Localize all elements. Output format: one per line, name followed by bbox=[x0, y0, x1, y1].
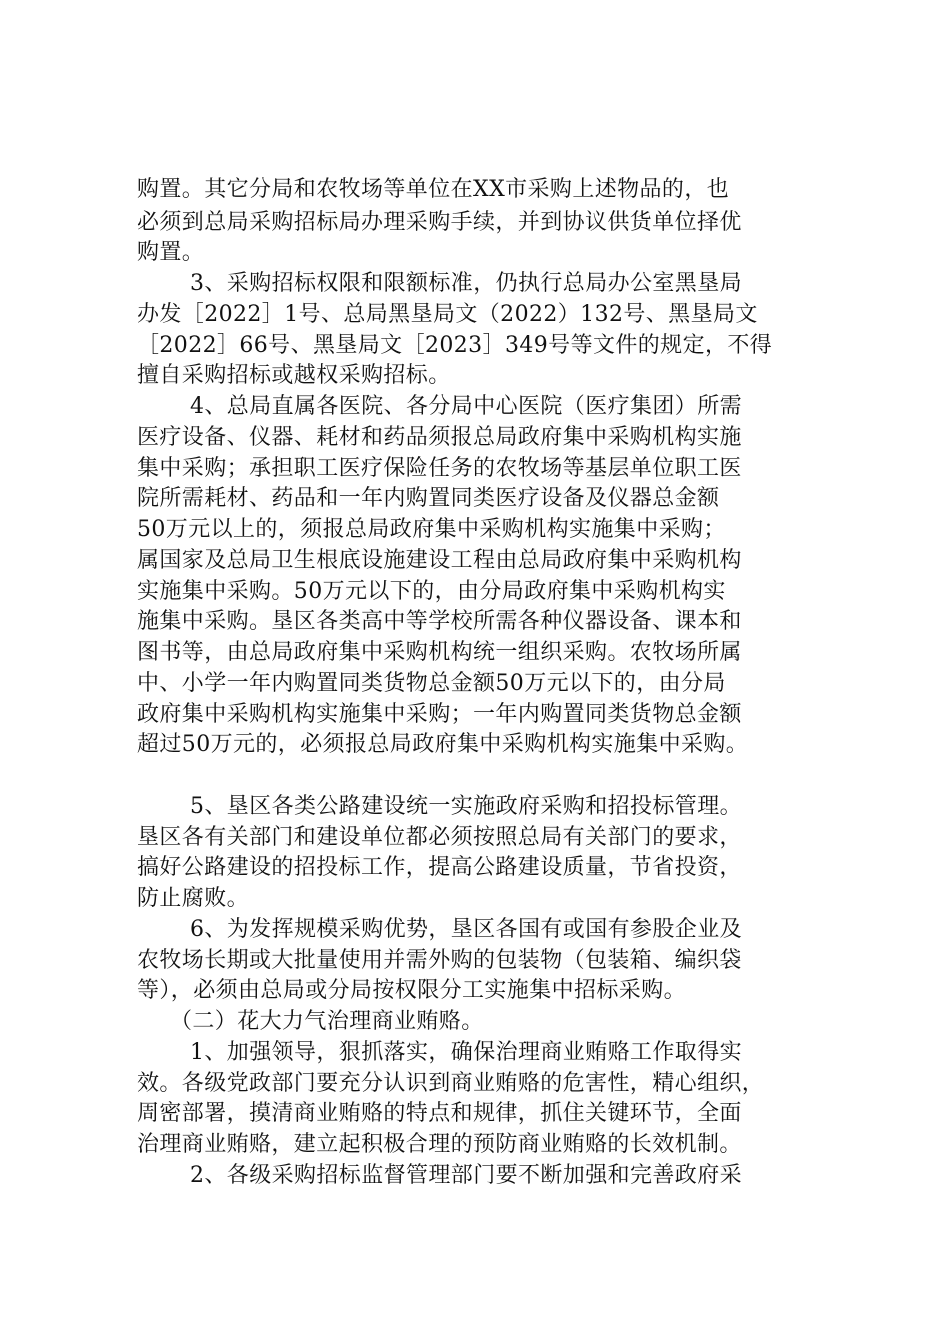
text-line: 3、采购招标权限和限额标准，仍执行总局办公室黑垦局 bbox=[190, 271, 742, 296]
text-line: 属国家及总局卫生根底设施建设工程由总局政府集中采购机构 bbox=[137, 548, 742, 573]
text-line: 周密部署，摸清商业贿赂的特点和规律，抓住关键环节，全面 bbox=[137, 1101, 742, 1126]
text-line: 集中采购；承担职工医疗保险任务的农牧场等基层单位职工医 bbox=[137, 456, 742, 481]
text-line: 必须到总局采购招标局办理采购手续，并到协议供货单位择优 bbox=[137, 210, 742, 235]
text-line: 图书等，由总局政府集中采购机构统一组织采购。农牧场所属 bbox=[137, 640, 742, 665]
text-line: 垦区各有关部门和建设单位都必须按照总局有关部门的要求， bbox=[137, 825, 742, 850]
text-line: ［2022］66号、黑垦局文［2023］349号等文件的规定，不得 bbox=[137, 333, 773, 358]
section-heading: （二）花大力气治理商业贿赂。 bbox=[170, 1009, 484, 1034]
text-line: 6、为发挥规模采购优势，垦区各国有或国有参股企业及 bbox=[190, 917, 742, 942]
text-line: 购置。 bbox=[137, 240, 205, 265]
text-line: 效。各级党政部门要充分认识到商业贿赂的危害性，精心组织， bbox=[137, 1071, 765, 1096]
text-line: 搞好公路建设的招投标工作，提高公路建设质量，节省投资， bbox=[137, 855, 742, 880]
text-line: 防止腐败。 bbox=[137, 886, 250, 911]
text-line: 5、垦区各类公路建设统一实施政府采购和招投标管理。 bbox=[190, 794, 742, 819]
text-line: 治理商业贿赂，建立起积极合理的预防商业贿赂的长效机制。 bbox=[137, 1132, 742, 1157]
text-line: 院所需耗材、药品和一年内购置同类医疗设备及仪器总金额 bbox=[137, 486, 720, 511]
text-line: 实施集中采购。50万元以下的，由分局政府集中采购机构实 bbox=[137, 579, 726, 604]
text-line: 4、总局直属各医院、各分局中心医院（医疗集团）所需 bbox=[190, 394, 742, 419]
text-line: 2、各级采购招标监督管理部门要不断加强和完善政府采 bbox=[190, 1163, 742, 1188]
text-line: 施集中采购。垦区各类高中等学校所需各种仪器设备、课本和 bbox=[137, 609, 742, 634]
text-line: 1、加强领导，狠抓落实，确保治理商业贿赂工作取得实 bbox=[190, 1040, 742, 1065]
text-line: 购置。其它分局和农牧场等单位在XX市采购上述物品的，也 bbox=[137, 177, 730, 202]
text-line: 办发［2022］1号、总局黑垦局文（2022）132号、黑垦局文 bbox=[137, 302, 758, 327]
text-line: 50万元以上的，须报总局政府集中采购机构实施集中采购； bbox=[137, 517, 726, 542]
text-line: 农牧场长期或大批量使用并需外购的包装物（包装箱、编织袋 bbox=[137, 948, 742, 973]
text-line: 医疗设备、仪器、耗材和药品须报总局政府集中采购机构实施 bbox=[137, 425, 742, 450]
text-line: 中、小学一年内购置同类货物总金额50万元以下的，由分局 bbox=[137, 671, 726, 696]
text-line: 擅自采购招标或越权采购招标。 bbox=[137, 363, 451, 388]
text-line: 超过50万元的，必须报总局政府集中采购机构实施集中采购。 bbox=[137, 732, 749, 757]
text-line: 等），必须由总局或分局按权限分工实施集中招标采购。 bbox=[137, 978, 687, 1003]
text-line: 政府集中采购机构实施集中采购；一年内购置同类货物总金额 bbox=[137, 702, 742, 727]
